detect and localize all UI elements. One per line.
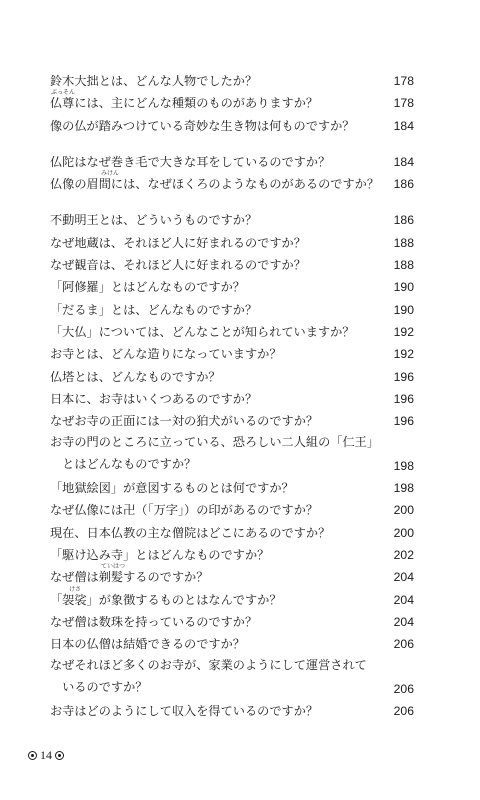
page-folio — [28, 748, 64, 763]
table-of-contents — [50, 70, 414, 722]
toc-entry — [50, 410, 414, 432]
toc-entry-page: 198 — [393, 481, 414, 496]
toc-entry-page: 206 — [393, 637, 414, 652]
toc-entry-page: 188 — [393, 258, 414, 273]
toc-entry-title: 像の仏が踏みつけている奇妙な生き物は何ものですか？ — [50, 118, 355, 133]
toc-entry-title: なぜお寺の正面には一対の狛犬がいるのですか？ — [50, 414, 319, 429]
toc-entry-page: 192 — [393, 324, 414, 339]
toc-entry-page: 190 — [393, 302, 414, 317]
toc-entry — [50, 366, 414, 388]
toc-entry-page: 196 — [393, 414, 414, 429]
toc-entry — [50, 276, 414, 298]
toc-entry-title: なぜそれほど多くのお寺が、家業のようにして運営されて いるのですか？ — [50, 658, 367, 694]
toc-entry-title: 「だるま」とは、どんなものですか？ — [50, 302, 258, 317]
toc-entry — [50, 477, 414, 499]
toc-entry — [50, 70, 414, 92]
toc-entry-page: 178 — [393, 74, 414, 88]
toc-group — [50, 209, 414, 722]
toc-entry-title: お寺はどのようにして収入を得ているのですか？ — [50, 704, 319, 719]
toc-entry-title: 「袈裟」が象徴するものとはなんですか？ — [50, 592, 282, 607]
toc-entry-title: 仏尊には、主にどんな種類のものがありますか？ — [50, 96, 319, 111]
toc-entry-title: お寺の門のところに立っている、恐ろしい二人組の「仁王」 とはどんなものですか？ — [50, 435, 380, 471]
toc-entry — [50, 115, 414, 137]
toc-entry-page: 202 — [393, 547, 414, 562]
toc-entry-title: 「阿修羅」とはどんなものですか？ — [50, 280, 245, 295]
toc-entry — [50, 522, 414, 544]
toc-entry-title: 現在、日本仏教の主な僧院はどこにあるのですか？ — [50, 525, 331, 540]
circle-dot-icon — [55, 751, 64, 760]
toc-entry-title: なぜ地蔵は、それほど人に好まれるのですか？ — [50, 235, 306, 250]
toc-entry-page: 184 — [393, 154, 414, 169]
toc-entry-page: 200 — [393, 525, 414, 540]
toc-entry-title: 「駆け込み寺」とはどんなものですか？ — [50, 547, 270, 562]
furigana: みけん — [101, 170, 120, 178]
toc-entry-page: 204 — [393, 570, 414, 585]
toc-entry-title: 仏塔とは、どんなものですか？ — [50, 369, 221, 384]
toc-entry-page: 206 — [393, 681, 414, 696]
toc-entry-page: 204 — [393, 614, 414, 629]
toc-entry — [50, 89, 414, 114]
toc-entry-page: 178 — [393, 96, 414, 111]
toc-entry-title: なぜ僧は数珠を持っているのですか？ — [50, 614, 258, 629]
toc-entry — [50, 321, 414, 343]
toc-entry-page: 200 — [393, 503, 414, 518]
toc-entry — [50, 585, 414, 611]
toc-entry-title: なぜ仏像には卍（「万字」）の印があるのですか？ — [50, 503, 319, 518]
toc-entry-title: 日本の仏僧は結婚できるのですか？ — [50, 637, 245, 652]
toc-entry-page: 206 — [393, 704, 414, 719]
toc-entry — [50, 655, 414, 700]
toc-entry — [50, 388, 414, 410]
toc-entry-title: 日本に、お寺はいくつあるのですか？ — [50, 391, 258, 406]
toc-entry — [50, 499, 414, 521]
toc-group — [50, 151, 414, 196]
page-number: 14 — [40, 748, 52, 762]
toc-entry-title: 「地獄絵図」が意図するものとは何ですか？ — [50, 481, 294, 496]
toc-group — [50, 70, 414, 137]
toc-entry-title: なぜ観音は、それほど人に好まれるのですか？ — [50, 258, 306, 273]
toc-entry — [50, 633, 414, 655]
toc-entry — [50, 170, 414, 195]
toc-entry-page: 192 — [393, 347, 414, 362]
toc-entry-title: 鈴木大拙とは、どんな人物でしたか？ — [50, 74, 258, 88]
toc-entry-page: 186 — [393, 177, 414, 192]
toc-entry-title: 不動明王とは、どういうものですか？ — [50, 213, 258, 228]
circle-dot-icon — [28, 751, 37, 760]
toc-entry — [50, 343, 414, 365]
toc-entry-title: なぜ僧は剃髪するのですか？ — [50, 570, 209, 585]
toc-entry-page: 198 — [393, 458, 414, 473]
toc-entry-page: 204 — [393, 592, 414, 607]
toc-entry-page: 196 — [393, 391, 414, 406]
toc-entry-page: 186 — [393, 213, 414, 228]
toc-entry-title: 仏像の眉間には、なぜほくろのようなものがあるのですか？ — [50, 177, 380, 192]
furigana: ていはつ — [101, 563, 126, 571]
toc-entry-title: 仏陀はなぜ巻き毛で大きな耳をしているのですか？ — [50, 154, 331, 169]
furigana: ぶっそん — [51, 89, 76, 97]
toc-entry-title: 「大仏」については、どんなことが知られていますか？ — [50, 324, 355, 339]
furigana: けさ — [69, 585, 82, 593]
toc-entry — [50, 209, 414, 231]
toc-entry-page: 188 — [393, 235, 414, 250]
toc-entry — [50, 700, 414, 722]
toc-entry-page: 184 — [393, 118, 414, 133]
toc-entry-page: 196 — [393, 369, 414, 384]
toc-entry — [50, 563, 414, 588]
toc-entry — [50, 232, 414, 254]
toc-entry — [50, 432, 414, 477]
toc-entry-title: お寺とは、どんな造りになっていますか？ — [50, 347, 282, 362]
toc-entry-page: 190 — [393, 280, 414, 295]
toc-entry — [50, 611, 414, 633]
toc-entry — [50, 299, 414, 321]
toc-entry — [50, 254, 414, 276]
